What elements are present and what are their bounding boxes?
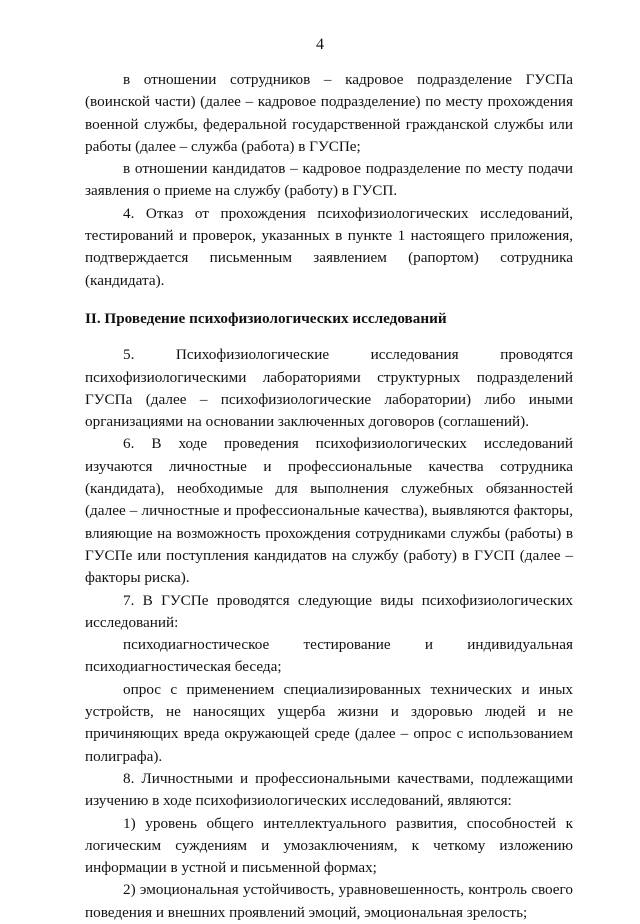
paragraph-item-8: 8. Личностными и профессиональными качествами, подлежащими изучению в ходе психофизиологических исследований, являются: (85, 769, 573, 810)
section-heading: II. Проведение психофизиологических исследований (85, 309, 447, 327)
paragraph-item-4: 4. Отказ от прохождения психофизиологических исследований, тестирований и проверок, указанных в пункте 1 настоящего приложения, подтверждается письменным заявлением (рапортом) сотрудника (кандидата). (85, 204, 573, 289)
paragraph-quality-1: 1) уровень общего интеллектуального развития, способностей к логическим суждениям и умозаключениям, к четкому изложению информации в устной и письменной формах; (85, 814, 573, 877)
document-body (85, 69, 573, 924)
spacer (85, 292, 573, 308)
paragraph-candidates-hr: в отношении кандидатов – кадровое подразделение по месту подачи заявления о приеме на службу (работу) в ГУСП. (85, 160, 573, 200)
paragraph-item-6: 6. В ходе проведения психофизиологических исследований изучаются личностные и профессиональные качества сотрудника (кандидата), необходимые для выполнения служебных обязанностей (далее – личностные и профессиональные качества), выявляются факторы, влияющие на возможность прохождения сотрудниками службы (работы) в ГУСПе или поступления кандидатов на службу (работу) в ГУСП (далее – факторы риска). (85, 435, 573, 587)
paragraph-polygraph: опрос с применением специализированных технических и иных устройств, не наносящих ущерба жизни и здоровью людей и не причиняющих вреда окружающей среде (далее – опрос с использованием полиграфа). (85, 680, 573, 765)
paragraph-testing: психодиагностическое тестирование и индивидуальная психодиагностическая беседа; (85, 636, 573, 676)
paragraph-item-7: 7. В ГУСПе проводятся следующие виды психофизиологических исследований: (85, 591, 573, 631)
paragraph-quality-2: 2) эмоциональная устойчивость, уравновешенность, контроль своего поведения и внешних проявлений эмоций, эмоциональная зрелость; (85, 881, 573, 921)
page-number: 4 (316, 36, 324, 53)
spacer (85, 330, 573, 344)
paragraph-employees-hr: в отношении сотрудников – кадровое подразделение ГУСПа (воинской части) (далее – кадровое подразделение) по месту прохождения военной службы, федеральной государственной гражданской службы или работы (далее – служба (работа) в ГУСПе; (85, 71, 573, 155)
paragraph-item-5: 5. Психофизиологические исследования проводятся психофизиологическими лабораториями структурных подразделений ГУСПа (далее – психофизиологические лаборатории) либо иными организациями на основании заключенных договоров (соглашений). (85, 346, 573, 431)
